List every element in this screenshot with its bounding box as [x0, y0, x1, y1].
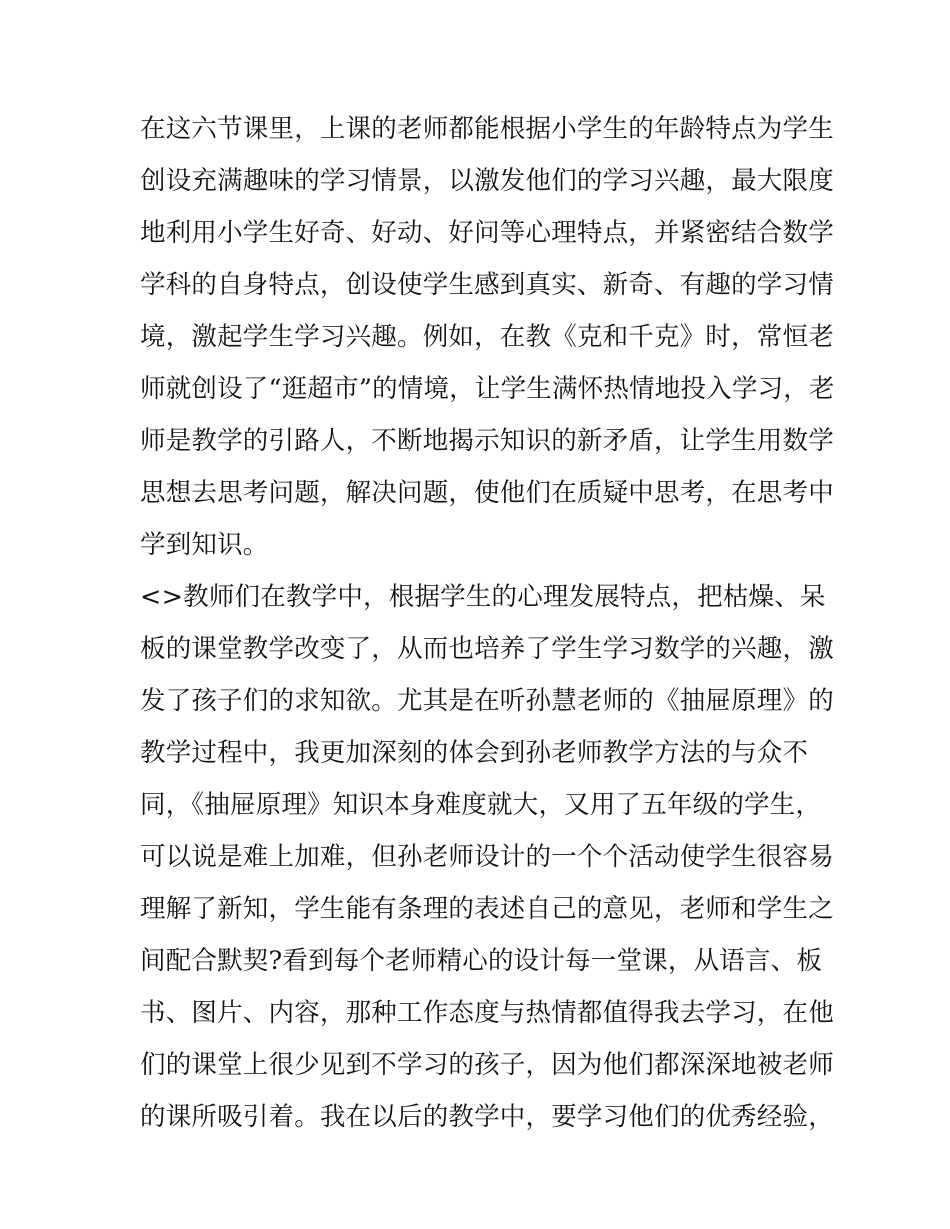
text-line: 们的课堂上很少见到不学习的孩子，因为他们都深深地被老师	[140, 1050, 834, 1080]
text-line: 境，激起学生学习兴趣。例如，在教《克和千克》时，常恒老	[140, 322, 834, 352]
text-line: 间配合默契?看到每个老师精心的设计每一堂课，从语言、板	[140, 946, 823, 976]
text-line: 创设充满趣味的学习情景，以激发他们的学习兴趣，最大限度	[140, 166, 834, 196]
text-line: 学科的自身特点，创设使学生感到真实、新奇、有趣的学习情	[140, 270, 834, 300]
text-line: 地利用小学生好奇、好动、好问等心理特点，并紧密结合数学	[140, 218, 834, 248]
text-line: 在这六节课里，上课的老师都能根据小学生的年龄特点为学生	[140, 114, 834, 144]
text-line: 的课所吸引着。我在以后的教学中，要学习他们的优秀经验，	[140, 1102, 834, 1132]
text-line: 学到知识。	[140, 530, 269, 560]
text-line: <>教师们在教学中，根据学生的心理发展特点，把枯燥、呆	[140, 582, 826, 612]
text-line: 师是教学的引路人，不断地揭示知识的新矛盾，让学生用数学	[140, 426, 834, 456]
text-line: 书、图片、内容，那种工作态度与热情都值得我去学习，在他	[140, 998, 834, 1028]
text-line: 发了孩子们的求知欲。尤其是在听孙慧老师的《抽屉原理》的	[140, 686, 834, 716]
text-line: 理解了新知，学生能有条理的表述自己的意见，老师和学生之	[140, 894, 834, 924]
text-line: 同，《抽屉原理》知识本身难度就大，又用了五年级的学生，	[140, 790, 822, 820]
text-line: 师就创设了“逛超市”的情境，让学生满怀热情地投入学习，老	[140, 374, 835, 404]
text-line: 思想去思考问题，解决问题，使他们在质疑中思考，在思考中	[140, 478, 834, 508]
text-line: 可以说是难上加难，但孙老师设计的一个个活动使学生很容易	[140, 842, 834, 872]
text-line: 教学过程中，我更加深刻的体会到孙老师教学方法的与众不	[140, 738, 809, 768]
text-line: 板的课堂教学改变了，从而也培养了学生学习数学的兴趣，激	[140, 634, 834, 664]
